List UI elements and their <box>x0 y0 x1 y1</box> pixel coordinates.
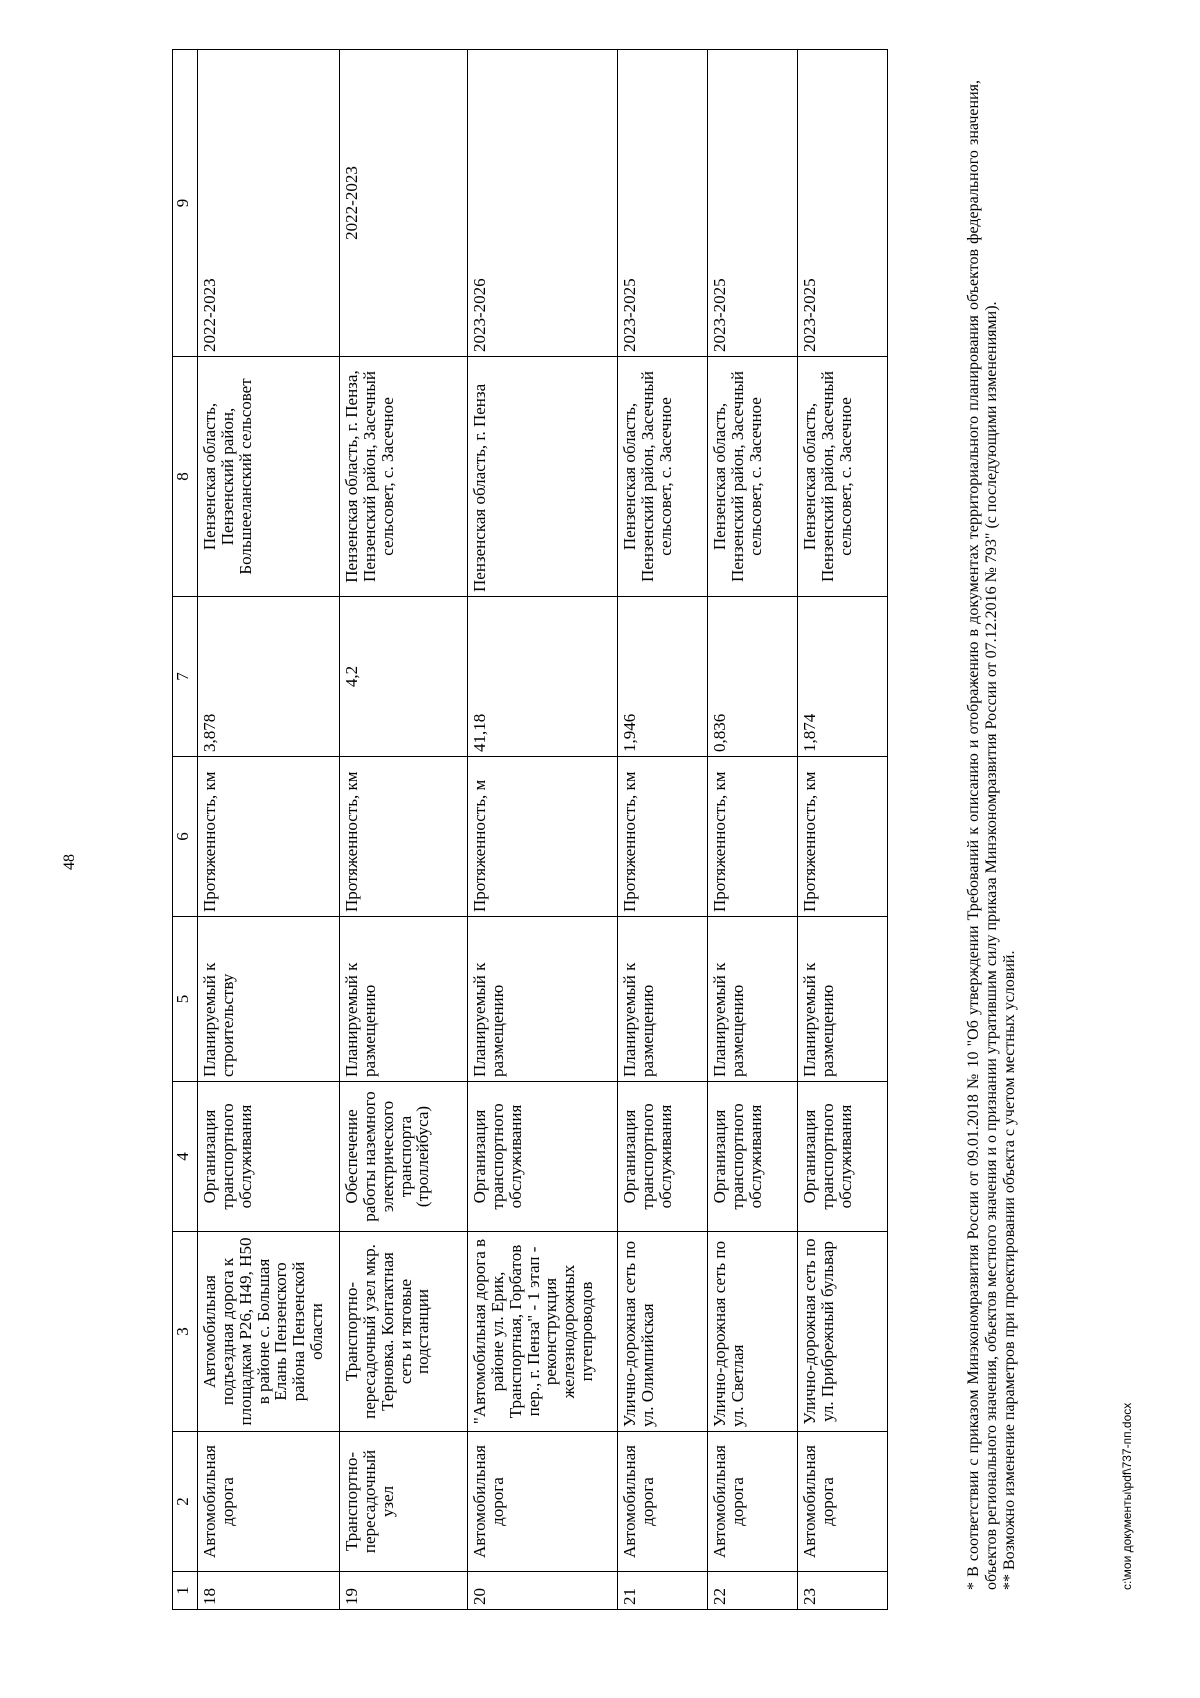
header-cell: 9 <box>173 50 198 357</box>
location-cell: Пензенская область, Пензенский район, Засечный сельсовет, с. Засечное <box>618 357 708 597</box>
parameter-cell: Протяженность, км <box>340 757 468 917</box>
purpose-cell: Обеспечение работы наземного электрического транспорта (троллейбуса) <box>340 1082 468 1232</box>
status-cell: Планируемый к строительству <box>198 917 340 1082</box>
table-row <box>798 50 888 1610</box>
parameter-cell: Протяженность, км <box>708 757 798 917</box>
value-cell: 4,2 <box>340 597 468 757</box>
table-row <box>468 50 618 1610</box>
objects-table <box>172 49 888 1610</box>
parameter-cell: Протяженность, км <box>798 757 888 917</box>
row-number-cell: 22 <box>708 1572 798 1610</box>
file-path: c:\мои документы\pdf\737-пп.docx <box>1120 1402 1134 1590</box>
period-cell: 2023-2026 <box>468 50 618 357</box>
parameter-cell: Протяженность, км <box>618 757 708 917</box>
footnote-2: ** Возможно изменение параметров при проектировании объекта с учетом местных условий. <box>1000 950 1018 1590</box>
table-row <box>618 50 708 1610</box>
table-header-row <box>173 50 198 1610</box>
header-cell: 2 <box>173 1432 198 1572</box>
location-cell: Пензенская область, Пензенский район, Большееланский сельсовет <box>198 357 340 597</box>
status-cell: Планируемый к размещению <box>798 917 888 1082</box>
object-name-cell: Улично-дорожная сеть по ул. Светлая <box>708 1232 798 1432</box>
header-cell: 8 <box>173 357 198 597</box>
status-cell: Планируемый к размещению <box>468 917 618 1082</box>
object-name-cell: "Автомобильная дорога в районе ул. Ерик, Транспортная, Горбатов пер., г. Пенза" - 1 этап - реконструкция железнодорожных путепроводов <box>468 1232 618 1432</box>
object-type-cell: Автомобильная дорога <box>798 1432 888 1572</box>
period-cell: 2023-2025 <box>798 50 888 357</box>
status-cell: Планируемый к размещению <box>618 917 708 1082</box>
value-cell: 1,874 <box>798 597 888 757</box>
period-cell: 2022-2023 <box>340 50 468 357</box>
status-cell: Планируемый к размещению <box>708 917 798 1082</box>
row-number-cell: 21 <box>618 1572 708 1610</box>
purpose-cell: Организация транспортного обслуживания <box>198 1082 340 1232</box>
object-type-cell: Автомобильная дорога <box>618 1432 708 1572</box>
location-cell: Пензенская область, г. Пенза <box>468 357 618 597</box>
purpose-cell: Организация транспортного обслуживания <box>468 1082 618 1232</box>
purpose-cell: Организация транспортного обслуживания <box>708 1082 798 1232</box>
value-cell: 0,836 <box>708 597 798 757</box>
object-type-cell: Транспортно-пересадочный узел <box>340 1432 468 1572</box>
table-row <box>340 50 468 1610</box>
footnote-1: * В соответствии с приказом Минэкономразвития России от 09.01.2018 № 10 "Об утверждении Требований к описанию и отображению в документах территориального планирования объектов федерального значения, объектов регионального значения, объектов местного значения и о признании утратившим силу приказа Минэкономразвития России от 07.12.2016 № 793" (с последующими изменениями). <box>965 80 1000 1590</box>
header-cell: 5 <box>173 917 198 1082</box>
object-type-cell: Автомобильная дорога <box>198 1432 340 1572</box>
footnotes <box>965 80 1019 1590</box>
table-row <box>708 50 798 1610</box>
value-cell: 41,18 <box>468 597 618 757</box>
object-name-cell: Транспортно-пересадочный узел мкр. Терновка. Контактная сеть и тяговые подстанции <box>340 1232 468 1432</box>
row-number-cell: 18 <box>198 1572 340 1610</box>
period-cell: 2023-2025 <box>708 50 798 357</box>
parameter-cell: Протяженность, м <box>468 757 618 917</box>
location-cell: Пензенская область, г. Пенза, Пензенский район, Засечный сельсовет, с. Засечное <box>340 357 468 597</box>
value-cell: 1,946 <box>618 597 708 757</box>
location-cell: Пензенская область, Пензенский район, Засечный сельсовет, с. Засечное <box>798 357 888 597</box>
landscape-content <box>0 50 1200 1620</box>
object-name-cell: Автомобильная подъездная дорога к площадкам Р26, Н49, Н50 в районе с. Большая Елань Пензенского района Пензенской области <box>198 1232 340 1432</box>
status-cell: Планируемый к размещению <box>340 917 468 1082</box>
object-name-cell: Улично-дорожная сеть по ул. Олимпийская <box>618 1232 708 1432</box>
period-cell: 2023-2025 <box>618 50 708 357</box>
row-number-cell: 19 <box>340 1572 468 1610</box>
header-cell: 1 <box>173 1572 198 1610</box>
period-cell: 2022-2023 <box>198 50 340 357</box>
row-number-cell: 23 <box>798 1572 888 1610</box>
header-cell: 7 <box>173 597 198 757</box>
purpose-cell: Организация транспортного обслуживания <box>798 1082 888 1232</box>
header-cell: 4 <box>173 1082 198 1232</box>
object-type-cell: Автомобильная дорога <box>468 1432 618 1572</box>
header-cell: 6 <box>173 757 198 917</box>
object-type-cell: Автомобильная дорога <box>708 1432 798 1572</box>
parameter-cell: Протяженность, км <box>198 757 340 917</box>
object-name-cell: Улично-дорожная сеть по ул. Прибрежный бульвар <box>798 1232 888 1432</box>
table-row <box>198 50 340 1610</box>
purpose-cell: Организация транспортного обслуживания <box>618 1082 708 1232</box>
value-cell: 3,878 <box>198 597 340 757</box>
location-cell: Пензенская область, Пензенский район, Засечный сельсовет, с. Засечное <box>708 357 798 597</box>
header-cell: 3 <box>173 1232 198 1432</box>
page-number: 48 <box>61 854 78 870</box>
row-number-cell: 20 <box>468 1572 618 1610</box>
